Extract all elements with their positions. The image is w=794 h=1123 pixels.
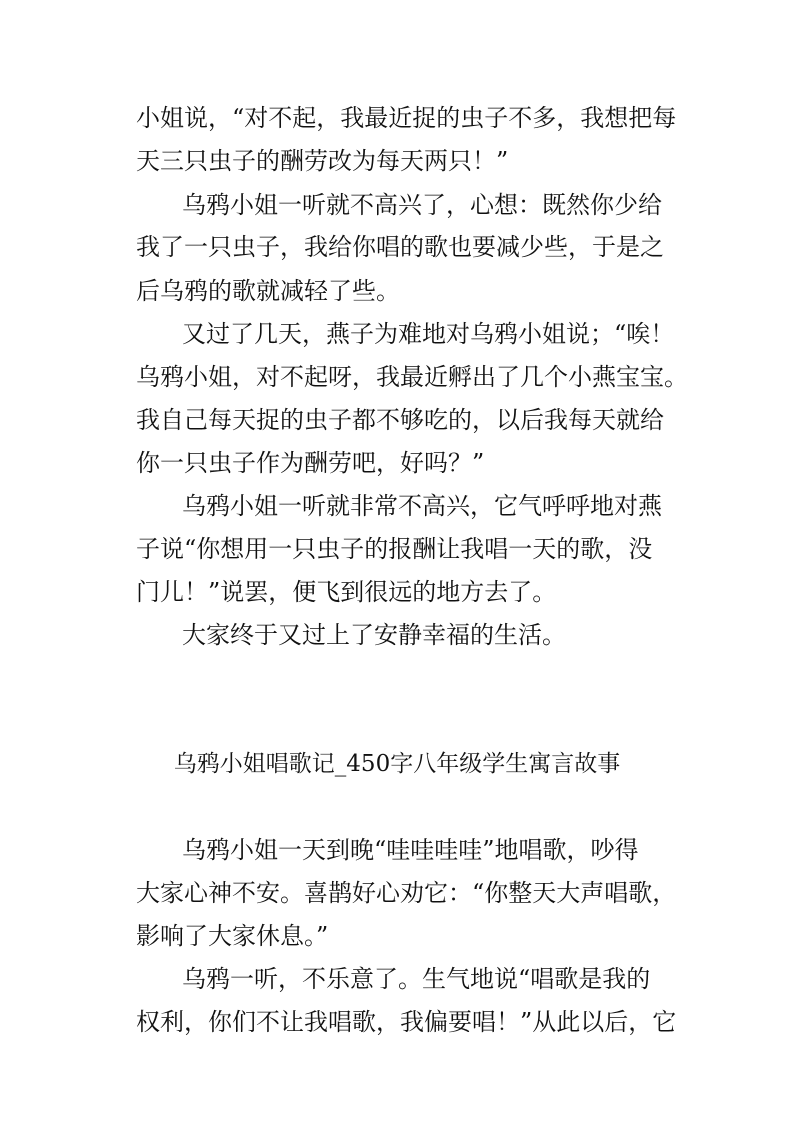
text-line: 天三只虫子的酬劳改为每天两只！” <box>136 147 509 175</box>
paragraph-first-line: 又过了几天，燕子为难地对乌鸦小姐说；“唉！ <box>182 320 675 348</box>
paragraph-first-line: 乌鸦小姐一听就不高兴了，心想：既然你少给 <box>182 191 662 219</box>
text-line: 小姐说，“对不起，我最近捉的虫子不多，我想把每 <box>136 104 677 132</box>
text-line: 大家心神不安。喜鹊好心劝它：“你整天大声唱歌， <box>136 879 677 907</box>
paragraph-first-line: 乌鸦一听，不乐意了。生气地说“唱歌是我的 <box>182 965 651 993</box>
text-line: 权利，你们不让我唱歌，我偏要唱！”从此以后，它 <box>136 1008 677 1036</box>
text-line: 影响了大家休息。” <box>136 922 329 950</box>
text-line: 你一只虫子作为酬劳吧，好吗？” <box>136 449 485 477</box>
text-line: 乌鸦小姐，对不起呀，我最近孵出了几个小燕宝宝。 <box>136 363 688 391</box>
text-line: 我自己每天捉的虫子都不够吃的，以后我每天就给 <box>136 406 664 434</box>
paragraph-first-line: 乌鸦小姐一天到晚“哇哇哇哇”地唱歌，吵得 <box>182 836 639 864</box>
text-line: 后乌鸦的歌就减轻了些。 <box>136 277 400 305</box>
paragraph-first-line: 乌鸦小姐一听就非常不高兴，它气呼呼地对燕 <box>182 492 662 520</box>
article-title: 乌鸦小姐唱歌记_450字八年级学生寓言故事 <box>173 751 621 777</box>
text-line: 我了一只虫子，我给你唱的歌也要减少些，于是之 <box>136 233 664 261</box>
text-line: 门儿！”说罢，便飞到很远的地方去了。 <box>136 578 557 606</box>
text-line: 子说“你想用一只虫子的报酬让我唱一天的歌，没 <box>136 535 653 563</box>
paragraph-first-line: 大家终于又过上了安静幸福的生活。 <box>182 621 566 649</box>
